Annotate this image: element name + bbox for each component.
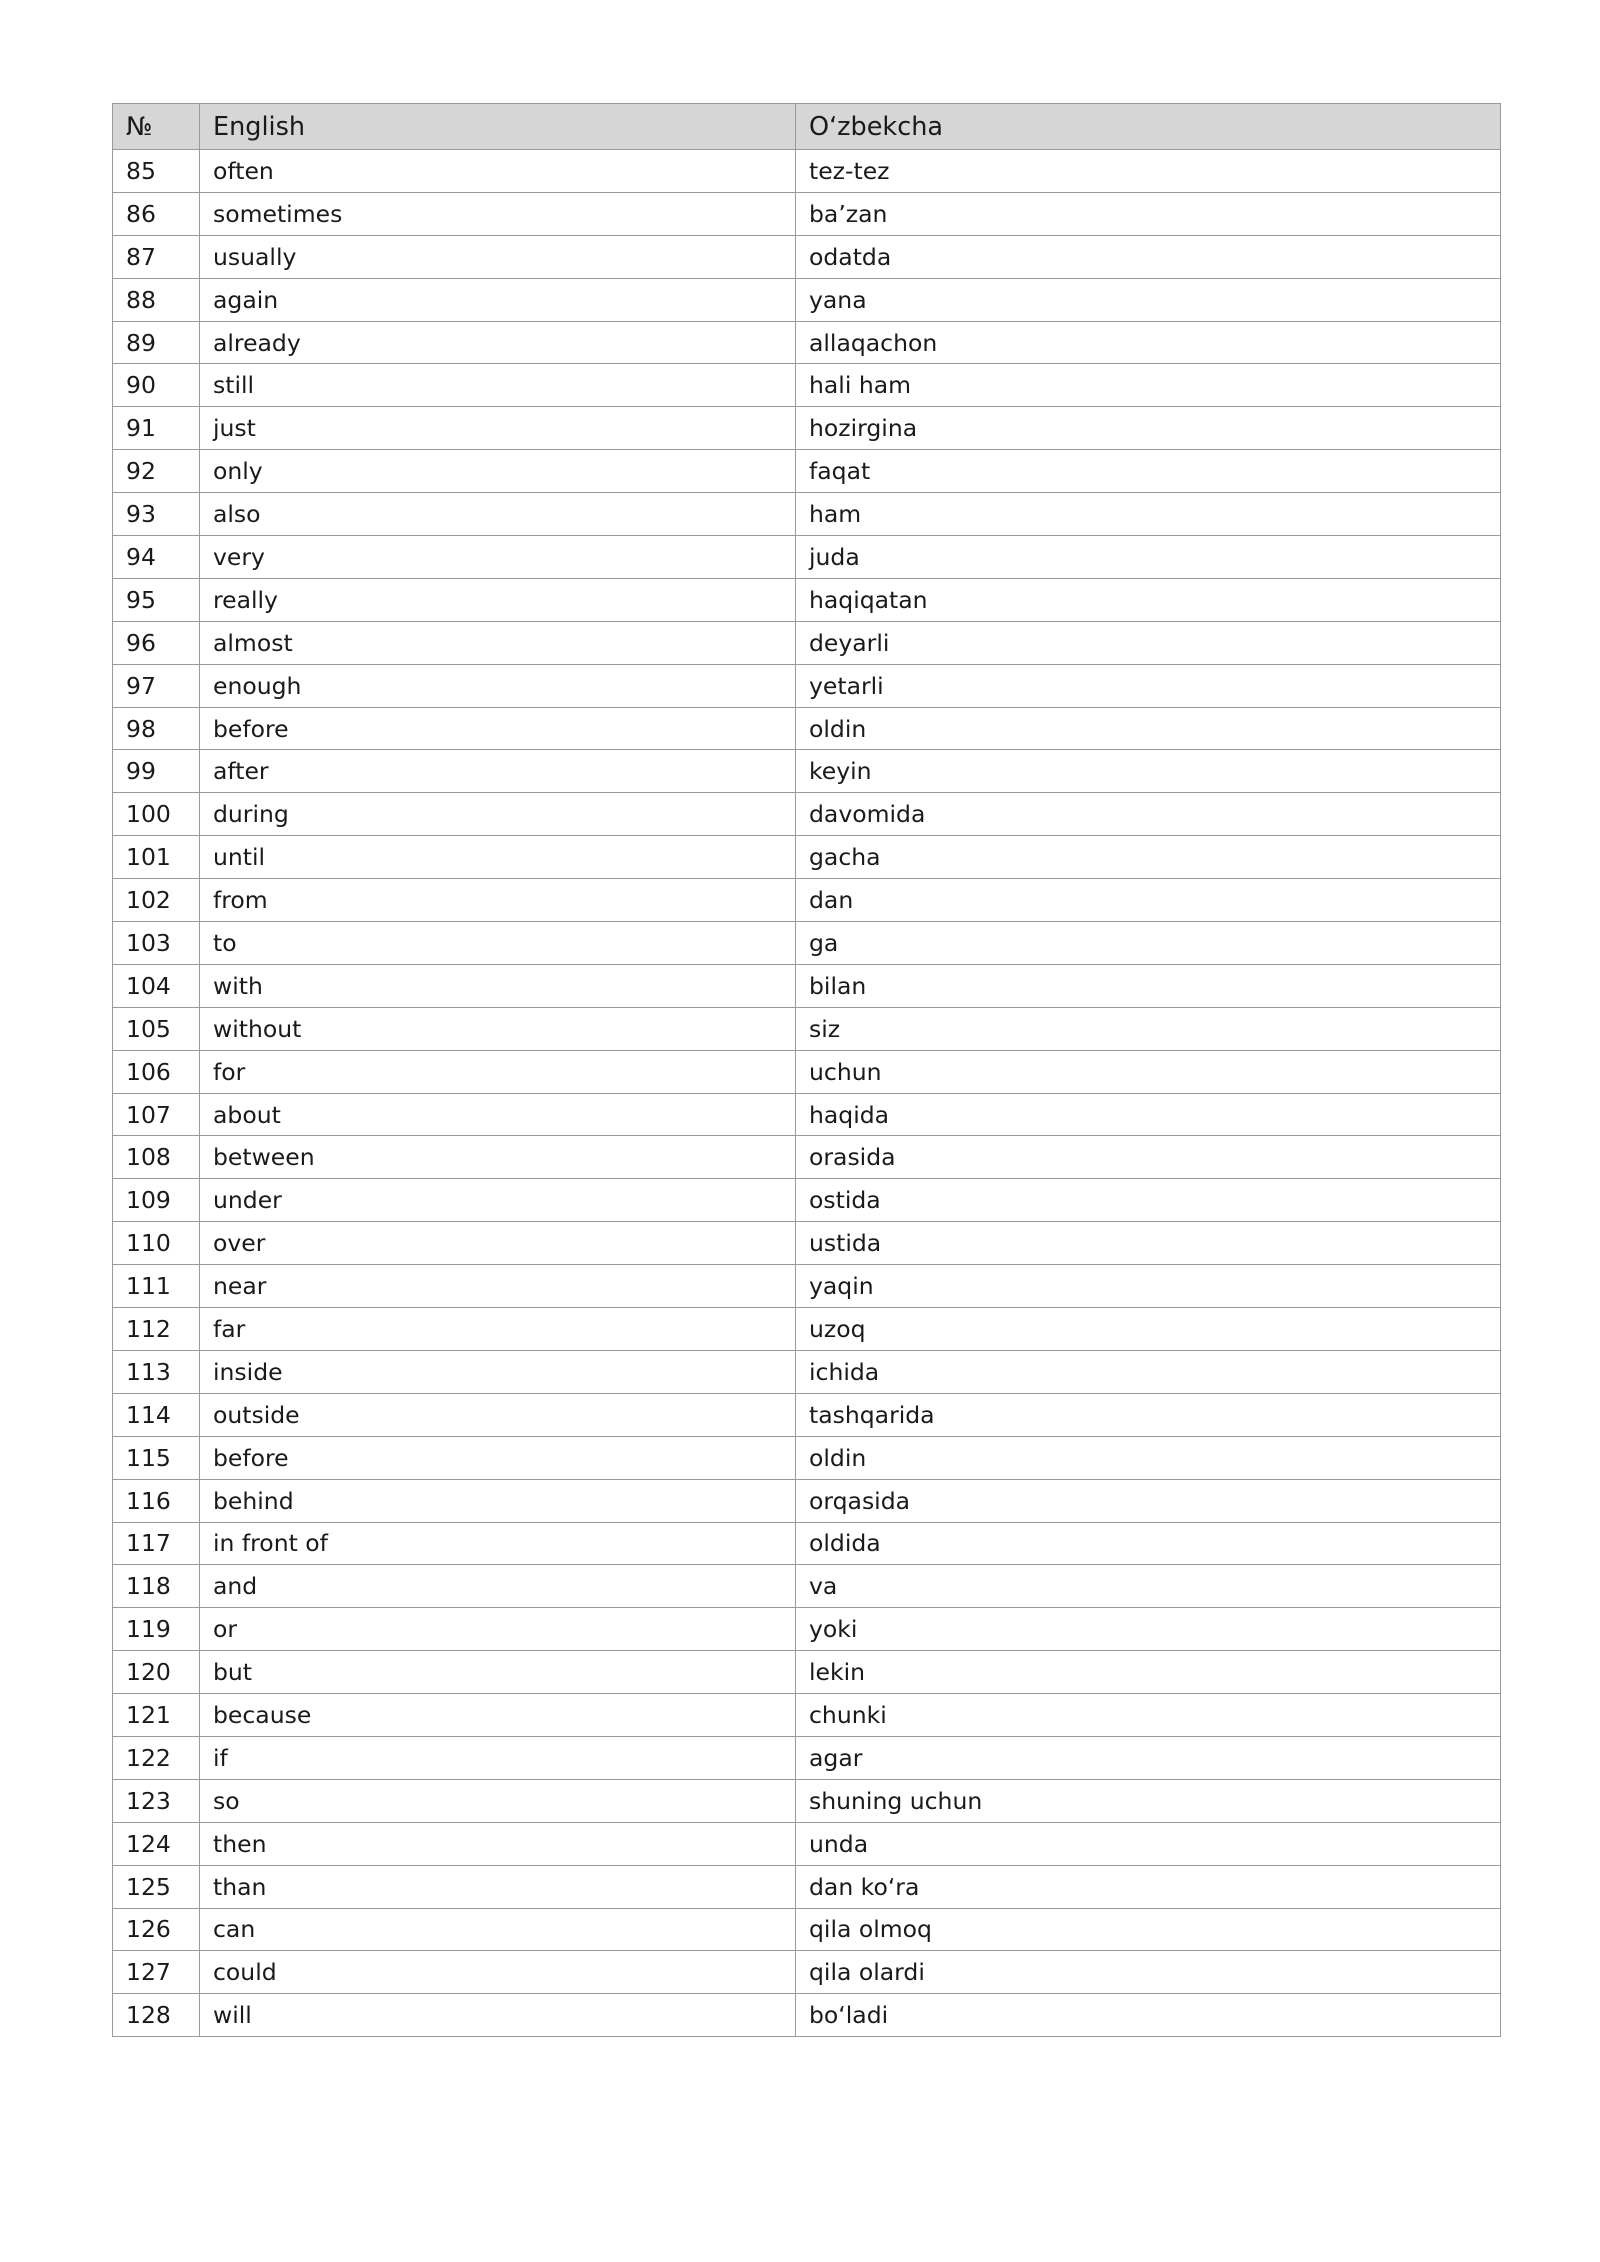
english-word: before <box>200 707 796 750</box>
english-word: just <box>200 407 796 450</box>
uzbek-word: dan ko‘ra <box>796 1865 1501 1908</box>
english-word: about <box>200 1093 796 1136</box>
uzbek-word: yoki <box>796 1608 1501 1651</box>
row-number: 121 <box>113 1694 200 1737</box>
uzbek-word: uzoq <box>796 1308 1501 1351</box>
uzbek-word: deyarli <box>796 621 1501 664</box>
table-row <box>113 192 1501 235</box>
table-row <box>113 793 1501 836</box>
vocabulary-table <box>112 103 1501 2037</box>
row-number: 102 <box>113 879 200 922</box>
english-word: then <box>200 1822 796 1865</box>
english-word: behind <box>200 1479 796 1522</box>
table-row <box>113 1136 1501 1179</box>
table-row <box>113 1908 1501 1951</box>
english-word: only <box>200 450 796 493</box>
table-row <box>113 621 1501 664</box>
uzbek-word: faqat <box>796 450 1501 493</box>
row-number: 89 <box>113 321 200 364</box>
table-row <box>113 964 1501 1007</box>
uzbek-word: ba’zan <box>796 192 1501 235</box>
english-word: in front of <box>200 1522 796 1565</box>
table-row <box>113 1608 1501 1651</box>
row-number: 118 <box>113 1565 200 1608</box>
uzbek-word: qila olmoq <box>796 1908 1501 1951</box>
row-number: 124 <box>113 1822 200 1865</box>
row-number: 86 <box>113 192 200 235</box>
table-row <box>113 1694 1501 1737</box>
row-number: 95 <box>113 578 200 621</box>
english-word: also <box>200 493 796 536</box>
english-word: almost <box>200 621 796 664</box>
row-number: 92 <box>113 450 200 493</box>
uzbek-word: davomida <box>796 793 1501 836</box>
english-word: before <box>200 1436 796 1479</box>
row-number: 87 <box>113 235 200 278</box>
table-row <box>113 707 1501 750</box>
english-word: with <box>200 964 796 1007</box>
row-number: 93 <box>113 493 200 536</box>
table-row <box>113 493 1501 536</box>
table-row <box>113 1822 1501 1865</box>
english-word: to <box>200 922 796 965</box>
row-number: 94 <box>113 536 200 579</box>
table-row <box>113 1522 1501 1565</box>
row-number: 112 <box>113 1308 200 1351</box>
table-row <box>113 450 1501 493</box>
row-number: 97 <box>113 664 200 707</box>
uzbek-word: va <box>796 1565 1501 1608</box>
english-word: because <box>200 1694 796 1737</box>
row-number: 106 <box>113 1050 200 1093</box>
uzbek-word: bilan <box>796 964 1501 1007</box>
english-word: very <box>200 536 796 579</box>
uzbek-word: oldin <box>796 707 1501 750</box>
row-number: 111 <box>113 1265 200 1308</box>
english-word: than <box>200 1865 796 1908</box>
uzbek-word: odatda <box>796 235 1501 278</box>
table-row <box>113 1179 1501 1222</box>
table-row <box>113 1651 1501 1694</box>
uzbek-word: uchun <box>796 1050 1501 1093</box>
english-word: after <box>200 750 796 793</box>
table-row <box>113 1736 1501 1779</box>
uzbek-word: yana <box>796 278 1501 321</box>
row-number: 109 <box>113 1179 200 1222</box>
row-number: 128 <box>113 1994 200 2037</box>
header-row <box>113 104 1501 150</box>
table-row <box>113 664 1501 707</box>
uzbek-word: haqiqatan <box>796 578 1501 621</box>
uzbek-word: ustida <box>796 1222 1501 1265</box>
table-row <box>113 1265 1501 1308</box>
table-row <box>113 1951 1501 1994</box>
table-row <box>113 1050 1501 1093</box>
table-row <box>113 1308 1501 1351</box>
table-row <box>113 1350 1501 1393</box>
uzbek-word: yetarli <box>796 664 1501 707</box>
row-number: 117 <box>113 1522 200 1565</box>
row-number: 100 <box>113 793 200 836</box>
uzbek-word: gacha <box>796 836 1501 879</box>
uzbek-word: bo‘ladi <box>796 1994 1501 2037</box>
english-word: inside <box>200 1350 796 1393</box>
table-row <box>113 1479 1501 1522</box>
uzbek-word: ichida <box>796 1350 1501 1393</box>
english-word: enough <box>200 664 796 707</box>
table-row <box>113 1222 1501 1265</box>
uzbek-word: allaqachon <box>796 321 1501 364</box>
english-word: sometimes <box>200 192 796 235</box>
row-number: 110 <box>113 1222 200 1265</box>
row-number: 103 <box>113 922 200 965</box>
uzbek-word: ga <box>796 922 1501 965</box>
row-number: 126 <box>113 1908 200 1951</box>
table-row <box>113 407 1501 450</box>
english-word: outside <box>200 1393 796 1436</box>
uzbek-word: tez-tez <box>796 150 1501 193</box>
table-body <box>113 150 1501 2037</box>
uzbek-word: juda <box>796 536 1501 579</box>
english-word: and <box>200 1565 796 1608</box>
row-number: 123 <box>113 1779 200 1822</box>
english-word: near <box>200 1265 796 1308</box>
english-word: over <box>200 1222 796 1265</box>
table-row <box>113 1393 1501 1436</box>
table-row <box>113 1007 1501 1050</box>
english-word: already <box>200 321 796 364</box>
table-row <box>113 321 1501 364</box>
table-row <box>113 1779 1501 1822</box>
english-word: can <box>200 1908 796 1951</box>
uzbek-word: orasida <box>796 1136 1501 1179</box>
uzbek-word: keyin <box>796 750 1501 793</box>
row-number: 99 <box>113 750 200 793</box>
table-row <box>113 836 1501 879</box>
table-row <box>113 750 1501 793</box>
row-number: 114 <box>113 1393 200 1436</box>
table-row <box>113 1994 1501 2037</box>
table-row <box>113 364 1501 407</box>
english-word: until <box>200 836 796 879</box>
row-number: 90 <box>113 364 200 407</box>
english-word: will <box>200 1994 796 2037</box>
row-number: 115 <box>113 1436 200 1479</box>
header-number: № <box>113 104 200 150</box>
uzbek-word: ostida <box>796 1179 1501 1222</box>
row-number: 91 <box>113 407 200 450</box>
row-number: 85 <box>113 150 200 193</box>
table-row <box>113 235 1501 278</box>
table-row <box>113 536 1501 579</box>
row-number: 88 <box>113 278 200 321</box>
table-row <box>113 879 1501 922</box>
english-word: from <box>200 879 796 922</box>
english-word: under <box>200 1179 796 1222</box>
english-word: but <box>200 1651 796 1694</box>
header-english: English <box>200 104 796 150</box>
table-row <box>113 1565 1501 1608</box>
english-word: for <box>200 1050 796 1093</box>
table-row <box>113 1865 1501 1908</box>
english-word: really <box>200 578 796 621</box>
uzbek-word: agar <box>796 1736 1501 1779</box>
uzbek-word: haqida <box>796 1093 1501 1136</box>
uzbek-word: shuning uchun <box>796 1779 1501 1822</box>
table-row <box>113 1093 1501 1136</box>
english-word: usually <box>200 235 796 278</box>
uzbek-word: tashqarida <box>796 1393 1501 1436</box>
table-row <box>113 278 1501 321</box>
uzbek-word: lekin <box>796 1651 1501 1694</box>
uzbek-word: hali ham <box>796 364 1501 407</box>
english-word: often <box>200 150 796 193</box>
english-word: without <box>200 1007 796 1050</box>
uzbek-word: hozirgina <box>796 407 1501 450</box>
row-number: 105 <box>113 1007 200 1050</box>
table-row <box>113 1436 1501 1479</box>
table-row <box>113 578 1501 621</box>
table-header <box>113 104 1501 150</box>
row-number: 98 <box>113 707 200 750</box>
english-word: if <box>200 1736 796 1779</box>
row-number: 113 <box>113 1350 200 1393</box>
row-number: 125 <box>113 1865 200 1908</box>
row-number: 101 <box>113 836 200 879</box>
english-word: during <box>200 793 796 836</box>
uzbek-word: oldin <box>796 1436 1501 1479</box>
uzbek-word: oldida <box>796 1522 1501 1565</box>
row-number: 127 <box>113 1951 200 1994</box>
uzbek-word: siz <box>796 1007 1501 1050</box>
row-number: 120 <box>113 1651 200 1694</box>
row-number: 104 <box>113 964 200 1007</box>
english-word: far <box>200 1308 796 1351</box>
english-word: or <box>200 1608 796 1651</box>
english-word: still <box>200 364 796 407</box>
uzbek-word: yaqin <box>796 1265 1501 1308</box>
uzbek-word: unda <box>796 1822 1501 1865</box>
row-number: 108 <box>113 1136 200 1179</box>
uzbek-word: qila olardi <box>796 1951 1501 1994</box>
header-uzbek: O‘zbekcha <box>796 104 1501 150</box>
uzbek-word: dan <box>796 879 1501 922</box>
row-number: 122 <box>113 1736 200 1779</box>
uzbek-word: ham <box>796 493 1501 536</box>
row-number: 96 <box>113 621 200 664</box>
row-number: 116 <box>113 1479 200 1522</box>
row-number: 119 <box>113 1608 200 1651</box>
english-word: could <box>200 1951 796 1994</box>
uzbek-word: chunki <box>796 1694 1501 1737</box>
uzbek-word: orqasida <box>796 1479 1501 1522</box>
english-word: between <box>200 1136 796 1179</box>
row-number: 107 <box>113 1093 200 1136</box>
table-row <box>113 922 1501 965</box>
english-word: so <box>200 1779 796 1822</box>
english-word: again <box>200 278 796 321</box>
table-row <box>113 150 1501 193</box>
